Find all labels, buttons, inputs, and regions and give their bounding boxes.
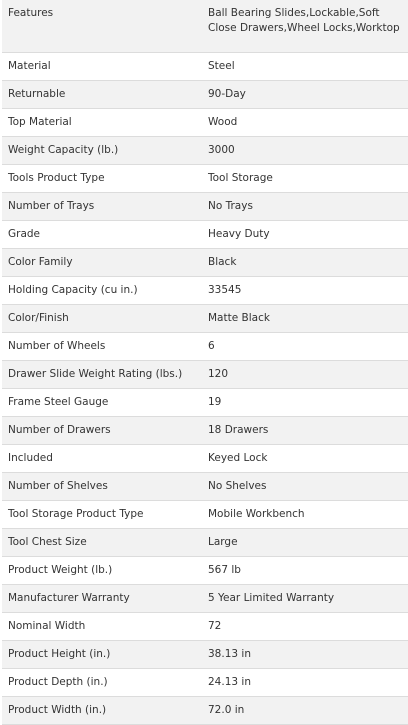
spec-label: Color/Finish (2, 305, 202, 333)
spec-label: Number of Drawers (2, 417, 202, 445)
spec-row (2, 585, 408, 613)
spec-row (2, 417, 408, 445)
spec-row (2, 305, 408, 333)
spec-label: Frame Steel Gauge (2, 389, 202, 417)
spec-label: Drawer Slide Weight Rating (lbs.) (2, 361, 202, 389)
spec-row (2, 137, 408, 165)
spec-value: Keyed Lock (202, 445, 408, 473)
spec-row (2, 193, 408, 221)
spec-label: Tool Storage Product Type (2, 501, 202, 529)
spec-row (2, 361, 408, 389)
spec-row (2, 669, 408, 697)
spec-label: Weight Capacity (lb.) (2, 137, 202, 165)
spec-row (2, 389, 408, 417)
spec-label: Grade (2, 221, 202, 249)
spec-value: 18 Drawers (202, 417, 408, 445)
spec-label: Product Height (in.) (2, 641, 202, 669)
spec-label: Number of Shelves (2, 473, 202, 501)
spec-value: 38.13 in (202, 641, 408, 669)
specifications-table-body (2, 0, 408, 725)
spec-row (2, 501, 408, 529)
spec-value: 24.13 in (202, 669, 408, 697)
spec-label: Material (2, 53, 202, 81)
spec-row (2, 613, 408, 641)
spec-label: Product Width (in.) (2, 697, 202, 725)
spec-value: 72.0 in (202, 697, 408, 725)
spec-row (2, 529, 408, 557)
spec-value: Mobile Workbench (202, 501, 408, 529)
spec-row (2, 277, 408, 305)
spec-label: Manufacturer Warranty (2, 585, 202, 613)
spec-label: Tools Product Type (2, 165, 202, 193)
spec-value: 33545 (202, 277, 408, 305)
spec-value: Large (202, 529, 408, 557)
spec-value: Black (202, 249, 408, 277)
spec-value: 6 (202, 333, 408, 361)
spec-value: Matte Black (202, 305, 408, 333)
spec-label: Returnable (2, 81, 202, 109)
spec-label: Product Weight (lb.) (2, 557, 202, 585)
spec-row (2, 221, 408, 249)
spec-value: 120 (202, 361, 408, 389)
spec-row (2, 249, 408, 277)
spec-label: Tool Chest Size (2, 529, 202, 557)
spec-row (2, 81, 408, 109)
spec-label: Features (2, 0, 202, 53)
spec-row (2, 53, 408, 81)
spec-row (2, 333, 408, 361)
spec-row (2, 0, 408, 53)
spec-label: Included (2, 445, 202, 473)
spec-label: Holding Capacity (cu in.) (2, 277, 202, 305)
spec-value: No Shelves (202, 473, 408, 501)
spec-value: No Trays (202, 193, 408, 221)
spec-value: 5 Year Limited Warranty (202, 585, 408, 613)
spec-value: Tool Storage (202, 165, 408, 193)
spec-label: Color Family (2, 249, 202, 277)
spec-label: Product Depth (in.) (2, 669, 202, 697)
spec-row (2, 473, 408, 501)
specifications-table (2, 0, 408, 725)
spec-label: Nominal Width (2, 613, 202, 641)
spec-value: 19 (202, 389, 408, 417)
spec-value: Heavy Duty (202, 221, 408, 249)
spec-label: Top Material (2, 109, 202, 137)
spec-row (2, 557, 408, 585)
spec-label: Number of Trays (2, 193, 202, 221)
spec-row (2, 641, 408, 669)
spec-value: 90-Day (202, 81, 408, 109)
spec-label: Number of Wheels (2, 333, 202, 361)
spec-value: Steel (202, 53, 408, 81)
spec-row (2, 165, 408, 193)
spec-value: 567 lb (202, 557, 408, 585)
spec-row (2, 445, 408, 473)
spec-row (2, 109, 408, 137)
spec-value: Wood (202, 109, 408, 137)
spec-value: Ball Bearing Slides,Lockable,Soft Close Drawers,Wheel Locks,Worktop (202, 0, 408, 53)
spec-value: 72 (202, 613, 408, 641)
spec-value: 3000 (202, 137, 408, 165)
